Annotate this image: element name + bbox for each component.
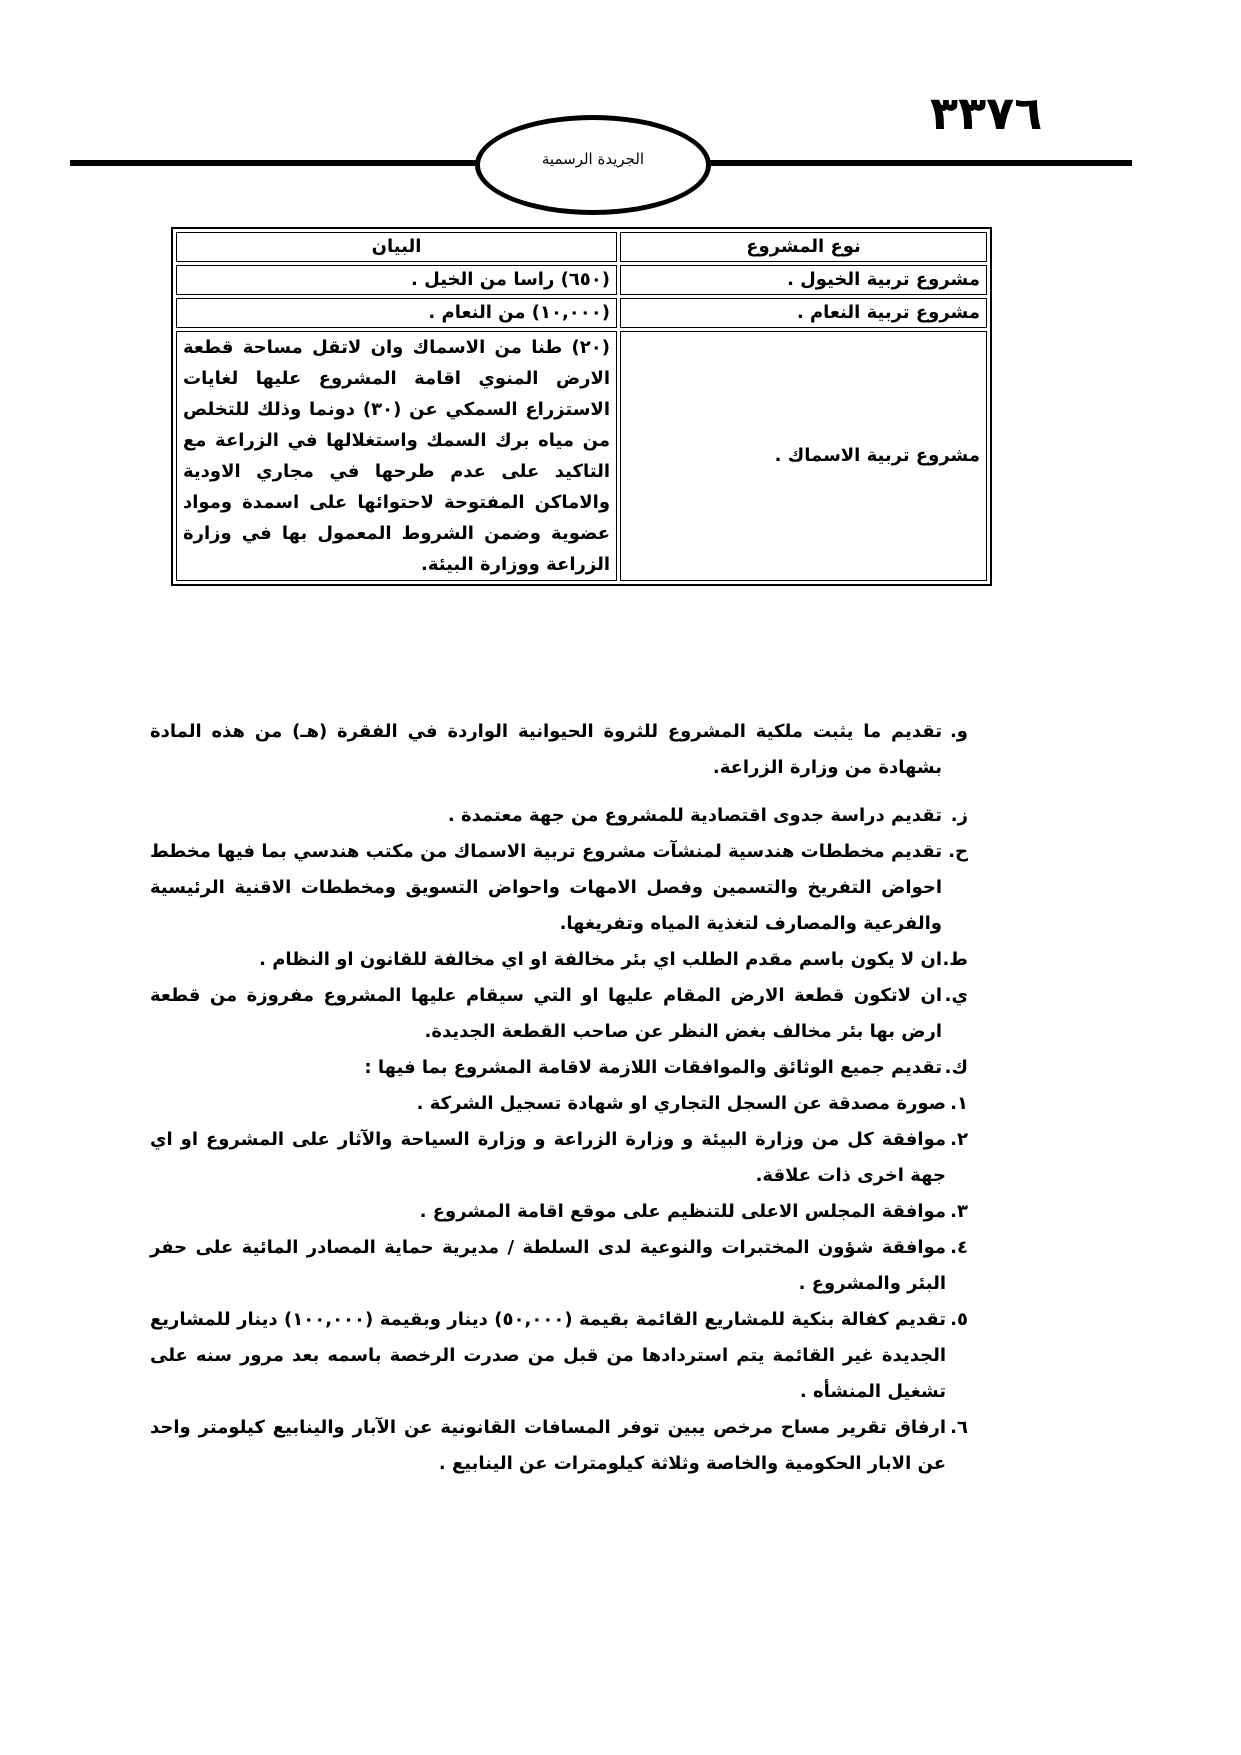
sub-item-text: موافقة كل من وزارة البيئة و وزارة الزراعة و وزارة السياحة والآثار على المشروع او اي جهة اخرى ذات علاقة. (150, 1129, 946, 1186)
list-item (150, 942, 968, 978)
conditions-list (150, 714, 968, 1482)
gazette-title-oval (475, 115, 711, 215)
sub-item-label: ٣. (950, 1201, 968, 1222)
list-item (150, 714, 968, 786)
sub-list-item (150, 1194, 968, 1230)
item-label: ح. (948, 841, 968, 862)
column-header-statement: البيان (176, 232, 617, 262)
sub-item-text: تقديم كفالة بنكية للمشاريع القائمة بقيمة (٥٠,٠٠٠) دينار وبقيمة (١٠٠,٠٠٠) دينار للمشاريع الجديدة غير القائمة يتم استردادها من قبل من صدرت الرخصة باسمه بعد مرور سنه على تشغيل المنشأه . (150, 1309, 947, 1402)
sub-item-label: ٦. (950, 1417, 968, 1438)
item-label: ط. (942, 949, 968, 970)
item-text: تقديم ما يثبت ملكية المشروع للثروة الحيوانية الواردة في الفقرة (هـ) من هذه المادة بشهادة من وزارة الزراعة. (150, 721, 942, 778)
list-item (150, 978, 968, 1050)
item-label: ي. (944, 985, 968, 1006)
sub-list-item (150, 1122, 968, 1194)
sub-list-item (150, 1086, 968, 1122)
project-type-cell: مشروع تربية النعام . (620, 298, 987, 328)
sub-item-text: موافقة المجلس الاعلى للتنظيم على موقع اقامة المشروع . (419, 1201, 946, 1222)
list-item (150, 1050, 968, 1086)
item-text: ان لا يكون باسم مقدم الطلب اي بئر مخالفة او اي مخالفة للقانون او النظام . (259, 949, 942, 970)
gazette-title: الجريدة الرسمية (541, 150, 645, 168)
project-statement-cell: (١٠,٠٠٠) من النعام . (176, 298, 617, 328)
column-header-type: نوع المشروع (620, 232, 987, 262)
list-item (150, 798, 968, 834)
project-type-cell: مشروع تربية الخيول . (620, 265, 987, 295)
sub-item-label: ٥. (950, 1309, 968, 1330)
sub-list-item (150, 1410, 968, 1482)
item-label: ك. (944, 1057, 968, 1078)
list-item (150, 834, 968, 942)
item-label: ز. (950, 805, 968, 826)
page-number: ٣٣٧٦ (930, 86, 1043, 140)
item-text: تقديم جميع الوثائق والموافقات اللازمة لاقامة المشروع بما فيها : (364, 1057, 942, 1078)
item-text: تقديم دراسة جدوى اقتصادية للمشروع من جهة معتمدة . (447, 805, 942, 826)
item-text: ان لاتكون قطعة الارض المقام عليها او التي سيقام عليها المشروع مفروزة من قطعة ارض بها بئر مخالف بغض النظر عن صاحب القطعة الجديدة. (150, 985, 942, 1042)
sub-item-label: ٢. (950, 1129, 968, 1150)
table-row (176, 298, 987, 328)
sub-item-label: ٤. (950, 1237, 968, 1258)
sub-item-text: موافقة شؤون المختبرات والنوعية لدى السلطة / مديرية حماية المصادر المائية على حفر البئر والمشروع . (150, 1237, 946, 1294)
project-type-cell: مشروع تربية الاسماك . (620, 331, 987, 581)
sub-item-text: صورة مصدقة عن السجل التجاري او شهادة تسجيل الشركة . (416, 1093, 946, 1114)
projects-table (171, 227, 992, 586)
item-label: و. (949, 721, 968, 742)
table-row (176, 265, 987, 295)
sub-item-label: ١. (950, 1093, 968, 1114)
project-statement-cell: (٦٥٠) راسا من الخيل . (176, 265, 617, 295)
sub-item-text: ارفاق تقرير مساح مرخص يبين توفر المسافات القانونية عن الآبار والينابيع كيلومتر واحد عن الابار الحكومية والخاصة وثلاثة كيلومترات عن الينابيع . (150, 1417, 946, 1474)
item-text: تقديم مخططات هندسية لمنشآت مشروع تربية الاسماك من مكتب هندسي بما فيها مخطط احواض التفريخ والتسمين وفصل الامهات واحواض التسويق ومخططات الاقنية الرئيسية والفرعية والمصارف لتغذية المياه وتفريغها. (150, 841, 942, 934)
table-header-row (176, 232, 987, 262)
table-row (176, 331, 987, 581)
sub-list-item (150, 1302, 968, 1410)
sub-list-item (150, 1230, 968, 1302)
project-statement-cell: (٢٠) طنا من الاسماك وان لاتقل مساحة قطعة الارض المنوي اقامة المشروع عليها لغايات الاستزراع السمكي عن (٣٠) دونما وذلك للتخلص من مياه برك السمك واستغلالها في الزراعة مع التاكيد على عدم طرحها في مجاري الاودية والاماكن المفتوحة لاحتوائها على اسمدة ومواد عضوية وضمن الشروط المعمول بها في وزارة الزراعة ووزارة البيئة. (176, 331, 617, 581)
